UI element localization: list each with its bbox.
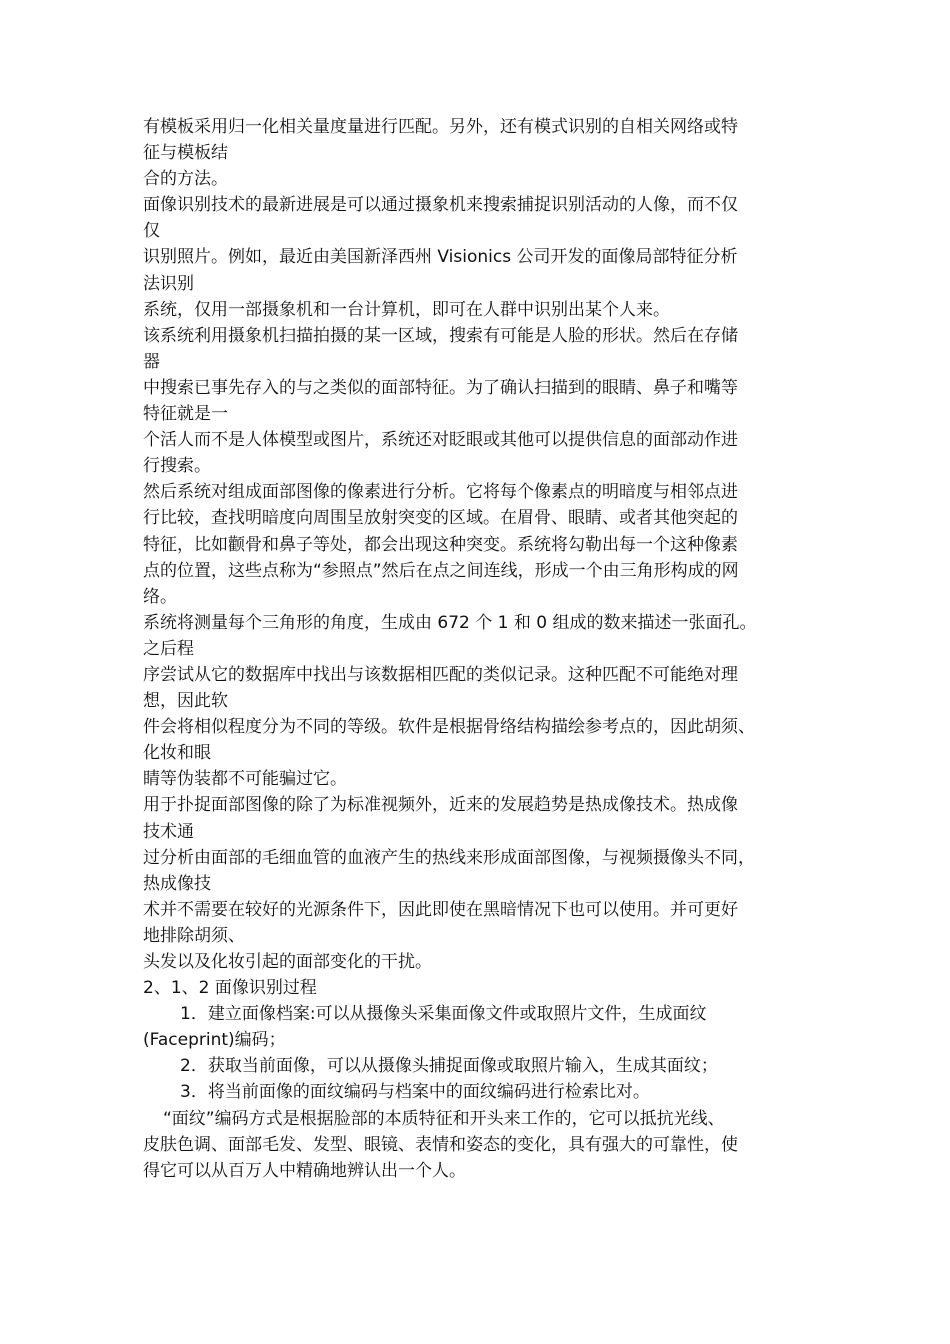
text-line: 中搜索已事先存入的与之类似的面部特征。为了确认扫描到的眼睛、鼻子和嘴等 — [143, 377, 738, 398]
text-line: 征与模板结 — [143, 143, 228, 164]
text-line: (Faceprint)编码； — [143, 1030, 286, 1051]
section-heading: 2、1、2 面像识别过程 — [143, 978, 317, 999]
list-item: 2．获取当前面像，可以从摄像头捕捉面像或取照片输入，生成其面纹； — [180, 1056, 718, 1077]
text-line: 法识别 — [143, 273, 194, 294]
text-line: 术并不需要在较好的光源条件下，因此即使在黑暗情况下也可以使用。并可更好 — [143, 899, 738, 920]
list-item: 3．将当前面像的面纹编码与档案中的面纹编码进行检索比对。 — [180, 1082, 650, 1103]
text-line: 器 — [143, 351, 160, 372]
text-line: 系统，仅用一部摄象机和一台计算机，即可在人群中识别出某个人来。 — [143, 299, 670, 320]
text-line: 睛等伪装都不可能骗过它。 — [143, 769, 347, 790]
text-line: 头发以及化妆引起的面部变化的干扰。 — [143, 952, 432, 972]
text-line: 件会将相似程度分为不同的等级。软件是根据骨络结构描绘参考点的，因此胡须、 — [143, 717, 755, 738]
text-line: 仅 — [143, 221, 160, 242]
text-line: 想，因此软 — [143, 691, 228, 712]
text-line: 有模板采用归一化相关量度量进行匹配。另外，还有模式识别的自相关网络或特 — [143, 117, 738, 137]
text-line: 特征，比如颧骨和鼻子等处，都会出现这种突变。系统将勾勒出每一个这种像素 — [143, 534, 738, 555]
text-line: 该系统利用摄象机扫描拍摄的某一区域，搜索有可能是人脸的形状。然后在存储 — [143, 325, 738, 346]
text-line: 过分析由面部的毛细血管的血液产生的热线来形成面部图像，与视频摄像头不同， — [143, 847, 755, 868]
document-body — [143, 114, 815, 1184]
paragraph-start: “面纹”编码方式是根据脸部的本质特征和开头来工作的，它可以抵抗光线、 — [163, 1108, 725, 1129]
text-line: 识别照片。例如，最近由美国新泽西州 Visionics 公司开发的面像局部特征分析 — [143, 247, 738, 268]
text-line: 面像识别技术的最新进展是可以通过摄象机来搜索捕捉识别活动的人像，而不仅 — [143, 195, 738, 216]
text-line: 络。 — [143, 586, 177, 607]
text-line: 之后程 — [143, 638, 194, 659]
text-line: 合的方法。 — [143, 169, 228, 190]
list-item: 1．建立面像档案:可以从摄像头采集面像文件或取照片文件，生成面纹 — [180, 1004, 707, 1025]
text-line: 皮肤色调、面部毛发、发型、眼镜、表情和姿态的变化，具有强大的可靠性，使 — [143, 1134, 738, 1155]
text-line: 行搜索。 — [143, 456, 211, 477]
text-line: 热成像技 — [143, 873, 211, 894]
text-line: 地排除胡须、 — [143, 925, 245, 946]
text-line: 技术通 — [143, 821, 194, 842]
text-line: 得它可以从百万人中精确地辨认出一个人。 — [143, 1160, 466, 1181]
text-line: 行比较，查找明暗度向周围呈放射突变的区域。在眉骨、眼睛、或者其他突起的 — [143, 508, 738, 529]
text-line: 点的位置，这些点称为“参照点”然后在点之间连线，形成一个由三角形构成的网 — [143, 560, 739, 581]
text-line: 用于扑捉面部图像的除了为标准视频外，近来的发展趋势是热成像技术。热成像 — [143, 795, 738, 816]
text-line: 化妆和眼 — [143, 743, 211, 764]
text-line: 序尝试从它的数据库中找出与该数据相匹配的类似记录。这种匹配不可能绝对理 — [143, 664, 738, 685]
text-line: 系统将测量每个三角形的角度，生成由 672 个 1 和 0 组成的数来描述一张面孔。 — [143, 612, 757, 633]
text-line: 然后系统对组成面部图像的像素进行分析。它将每个像素点的明暗度与相邻点进 — [143, 482, 738, 503]
text-line: 个活人而不是人体模型或图片，系统还对眨眼或其他可以提供信息的面部动作进 — [143, 430, 738, 451]
text-line: 特征就是一 — [143, 404, 228, 425]
